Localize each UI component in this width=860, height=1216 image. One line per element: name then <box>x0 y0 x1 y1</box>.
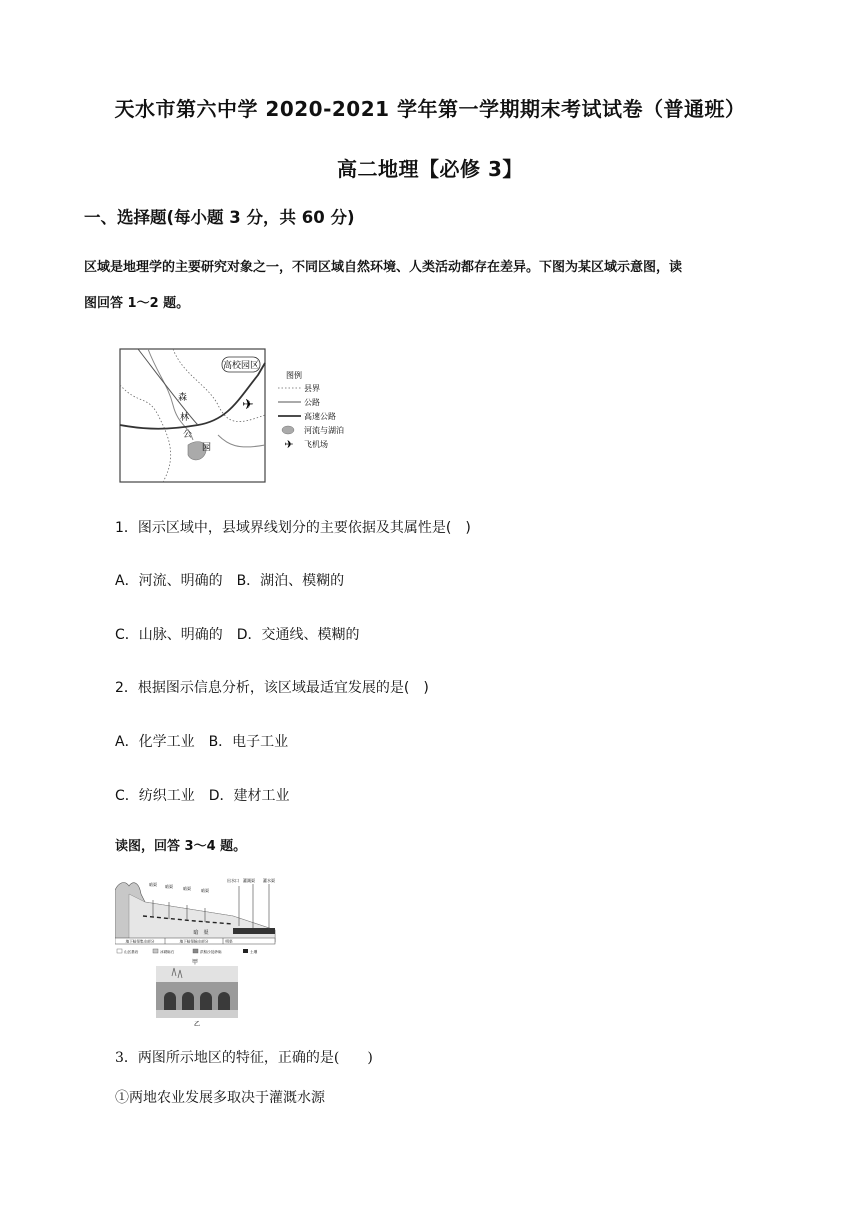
legend-highway: 高速公路 <box>304 412 336 421</box>
legend-airplane-icon: ✈ <box>284 438 294 451</box>
forest-label-1: 森 <box>178 393 188 403</box>
label-shaft-3: 暗渠 <box>183 886 191 891</box>
intro-text-line2: 图回答 1～2 题。 <box>84 296 190 311</box>
label-water-canal: 灌水渠 <box>263 878 275 883</box>
karez-section-figure <box>115 876 281 966</box>
campus-label: 高校园区 <box>222 361 260 371</box>
subject-title: 高二地理【必修 3】 <box>337 157 523 181</box>
intro-text-line1: 区域是地理学的主要研究对象之一，不同区域自然环境、人类活动都存在差异。下图为某区域示意图，读 <box>84 260 683 275</box>
section-heading: 一、选择题(每小题 3 分，共 60 分) <box>84 208 355 227</box>
question-3-item-1: ①两地农业发展多取决于灌溉水源 <box>115 1090 325 1106</box>
caption-jia: 甲 <box>191 959 199 966</box>
question-group-intro: 读图，回答 3～4 题。 <box>115 839 247 854</box>
question-2-options-ab: A．化学工业 B．电子工业 <box>115 734 289 750</box>
legend-road: 公路 <box>304 398 320 407</box>
region-map-figure <box>118 345 368 485</box>
legend-alluvial: 洪积沙及砂砾 <box>200 950 222 954</box>
caption-yi: 乙 <box>193 1021 201 1028</box>
label-outlet: 出水口 <box>227 878 239 883</box>
legend-river-lake: 河流与湖泊 <box>304 426 344 435</box>
question-2-stem: 2．根据图示信息分析，该区域最适宜发展的是( ) <box>115 680 429 696</box>
question-1-options-cd: C．山脉、明确的 D．交通线、模糊的 <box>115 627 360 643</box>
label-shaft-4: 暗渠 <box>201 888 209 893</box>
park-label-2: 园 <box>202 443 212 453</box>
label-shaft-1: 暗渠 <box>149 882 157 887</box>
question-1-stem: 1．图示区域中，县域界线划分的主要依据及其属性是( ) <box>115 520 471 536</box>
segment-collection: 地下暗渠集水部分 <box>125 939 155 944</box>
exam-title: 天水市第六中学 2020-2021 学年第一学期期末考试试卷（普通班） <box>114 97 746 121</box>
segment-open-canal: 明渠 <box>225 939 233 944</box>
legend-bedrock: 山区基岩 <box>124 950 139 954</box>
legend-airport: 飞机场 <box>304 440 328 449</box>
cave-arch <box>164 992 176 1010</box>
legend-moraine: 冰碛砾石 <box>160 950 175 954</box>
legend-soil: 土壤 <box>250 950 258 954</box>
question-2-options-cd: C．纺织工业 D．建材工业 <box>115 788 290 804</box>
legend-county-border: 县界 <box>304 384 320 393</box>
airplane-icon: ✈ <box>242 397 254 413</box>
label-tunnel: 暗 渠 <box>193 930 209 936</box>
label-irrigation-canal: 灌溉渠 <box>243 878 255 883</box>
forest-label-2: 林 <box>180 413 190 423</box>
question-1-options-ab: A．河流、明确的 B．湖泊、模糊的 <box>115 573 345 589</box>
legend-title: 图例 <box>286 371 302 380</box>
segment-conveyance: 地下暗渠输水部分 <box>179 939 209 944</box>
county-border-line <box>120 385 171 482</box>
question-3-stem: 3．两图所示地区的特征，正确的是( ) <box>115 1050 373 1066</box>
park-label-1: 公 <box>183 430 193 440</box>
label-shaft-2: 暗渠 <box>165 884 173 889</box>
cave-dwelling-photo <box>156 966 238 1028</box>
